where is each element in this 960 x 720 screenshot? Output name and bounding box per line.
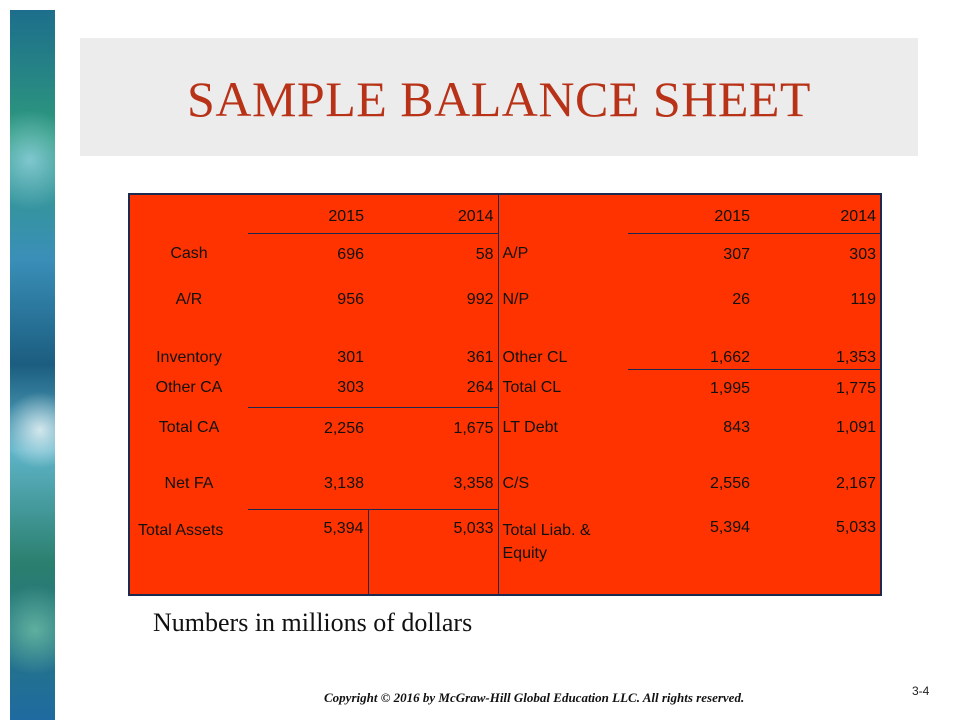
liability-value-2014: 303: [754, 233, 880, 283]
asset-label: Total Assets: [138, 522, 224, 539]
liability-value-2014: 1,091: [835, 419, 876, 436]
asset-value-2014: 361: [466, 349, 494, 366]
liability-value-2015: 843: [723, 419, 750, 436]
liab-year-2015: 2015: [714, 208, 750, 225]
liability-label: A/P: [498, 233, 628, 283]
asset-value-2015: 956: [337, 291, 364, 308]
copyright-notice: Copyright © 2016 by McGraw-Hill Global Education LLC. All rights reserved.: [324, 690, 745, 705]
slide-title: SAMPLE BALANCE SHEET: [187, 71, 811, 127]
liability-value-2015: 307: [628, 233, 754, 283]
page-number: 3-4: [912, 684, 930, 698]
asset-label: Net FA: [164, 475, 214, 492]
liability-label: Total CL: [498, 369, 628, 407]
asset-value-2015: 5,394: [248, 509, 368, 596]
asset-value-2014: 264: [466, 379, 494, 396]
balance-sheet-grid: [130, 195, 880, 596]
asset-value-2014: 5,033: [368, 509, 498, 596]
liability-value-2014: 1,353: [835, 349, 876, 366]
assets-year-2014: 2014: [457, 208, 494, 225]
asset-value-2014: 58: [368, 233, 498, 283]
liability-value-2014: 119: [850, 291, 876, 308]
liab-year-2014: 2014: [840, 208, 876, 225]
asset-value-2014: 992: [466, 291, 494, 308]
table-row: [130, 283, 880, 341]
asset-value-2014: 1,675: [368, 407, 498, 457]
table-row: [130, 233, 880, 283]
table-row: [130, 407, 880, 457]
table-row: [130, 509, 880, 596]
asset-label: Total CA: [158, 419, 220, 436]
asset-value-2014: 3,358: [453, 475, 494, 492]
liability-label: LT Debt: [498, 407, 628, 457]
liability-label: Total Liab. & Equity: [498, 509, 628, 596]
liability-value-2015: 2,556: [709, 475, 750, 492]
asset-value-2015: 696: [248, 233, 368, 283]
liability-value-2015: 1,662: [709, 349, 750, 366]
liability-value-2014: 2,167: [835, 475, 876, 492]
liability-value-2015: 5,394: [709, 519, 750, 536]
liability-value-2015: 1,995: [628, 369, 754, 407]
asset-label: Other CA: [155, 379, 223, 396]
decorative-side-image: [10, 10, 55, 720]
liability-label: C/S: [498, 457, 628, 509]
table-row: [130, 457, 880, 509]
asset-label: Cash: [170, 245, 208, 262]
liability-label: N/P: [498, 283, 628, 341]
balance-sheet-table: [128, 193, 882, 596]
units-note: Numbers in millions of dollars: [153, 608, 473, 637]
title-banner: [80, 38, 918, 156]
asset-label: A/R: [175, 291, 203, 308]
header-row: [130, 195, 880, 233]
asset-value-2015: 3,138: [323, 475, 364, 492]
liability-value-2015: 26: [732, 291, 750, 308]
table-row: [130, 369, 880, 407]
asset-label: Inventory: [156, 349, 222, 366]
asset-value-2015: 2,256: [248, 407, 368, 457]
assets-year-2015: 2015: [328, 208, 364, 225]
liability-value-2014: 1,775: [754, 369, 880, 407]
liability-value-2014: 5,033: [835, 519, 876, 536]
asset-value-2015: 303: [337, 379, 364, 396]
asset-value-2015: 301: [337, 349, 364, 366]
table-row: [130, 341, 880, 369]
liability-label: Other CL: [498, 341, 628, 369]
